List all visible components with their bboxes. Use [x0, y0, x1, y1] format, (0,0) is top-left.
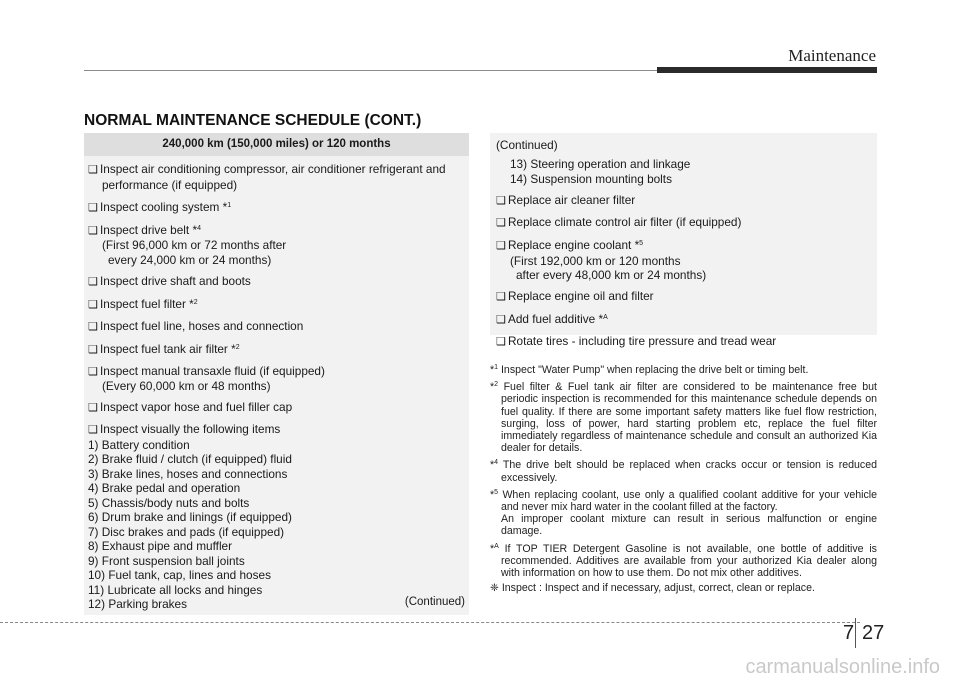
list-item: ❑ Rotate tires - including tire pressure and tread wear [496, 334, 777, 348]
footnote: *$^A$ If TOP TIER Detergent Gasoline is not available, one bottle of additive is recommended. Additives are available from your authorized Kia dealer along with information on how to use them. Do not mix other additives. [490, 542, 877, 580]
list-item: ❑ Inspect fuel filter *$^2$ [88, 296, 198, 311]
schedule-interval-heading: 240,000 km (150,000 miles) or 120 months [84, 133, 469, 156]
footer-rule [0, 622, 860, 623]
list-item: 13) Steering operation and linkage [510, 157, 691, 171]
checkbox-icon: ❑ [496, 336, 506, 348]
header-rule-bar [657, 67, 877, 73]
list-item: ❑ Inspect drive shaft and boots [88, 273, 251, 288]
checkbox-icon: ❑ [88, 224, 98, 237]
list-item: 3) Brake lines, hoses and connections [88, 466, 288, 481]
page-section-number: 7 [843, 622, 855, 644]
list-item: ❑ Add fuel additive *$^A$ [496, 312, 608, 326]
footnotes [490, 362, 877, 597]
footnote: *$^4$ The drive belt should be replaced when cracks occur or tension is reduced excessively. [490, 459, 877, 484]
checkbox-icon: ❑ [88, 424, 98, 436]
list-item: 12) Parking brakes [88, 597, 188, 611]
chapter-title: Maintenance [788, 46, 876, 65]
list-item: 10) Fuel tank, cap, lines and hoses [88, 568, 271, 582]
list-item: ❑ Replace engine coolant *$^5$ (First 192,000 km or 120 months after every 48,000 km or 24 months) [496, 238, 707, 282]
footnote: ❈ Inspect : Inspect and if necessary, adjust, correct, clean or replace. [490, 582, 815, 595]
page-number: 27 [862, 622, 885, 644]
checkbox-icon: ❑ [88, 298, 98, 311]
checkbox-icon: ❑ [496, 314, 506, 326]
list-item: ❑ Inspect fuel tank air filter *$^2$ [88, 341, 240, 356]
checkbox-icon: ❑ [496, 291, 506, 303]
list-item: 9) Front suspension ball joints [88, 553, 245, 568]
section-title: NORMAL MAINTENANCE SCHEDULE (CONT.) [84, 112, 422, 129]
list-item: ❑ Inspect drive belt *$^4$ (First 96,000 km or 72 months after every 24,000 km or 24 months) [88, 222, 287, 267]
visual-inspection-list [88, 438, 466, 612]
checkbox-icon: ❑ [496, 217, 506, 229]
continued-label: (Continued) [496, 138, 558, 152]
list-item: 5) Chassis/body nuts and bolts [88, 495, 250, 510]
list-item: ❑ Inspect vapor hose and fuel filler cap [88, 400, 293, 414]
list-item: ❑ Inspect fuel line, hoses and connection [88, 318, 304, 333]
list-item: 8) Exhaust pipe and muffler [88, 539, 233, 553]
header-rule [84, 70, 657, 71]
footnote: *$^2$ Fuel filter & Fuel tank air filter are considered to be maintenance free but periodic inspection is recommended for this maintenance schedule depends on fuel quality. If there are some important safety matters like fuel flow restriction, surging, loss of power, hard starting problem etc, replace the fuel filter immediately regardless of maintenance schedule and consult an authorized Kia dealer for details. [490, 381, 878, 455]
schedule-panel-right [490, 133, 877, 348]
checkbox-icon: ❑ [88, 164, 98, 176]
list-item: 7) Disc brakes and pads (if equipped) [88, 524, 285, 539]
checkbox-icon: ❑ [88, 320, 98, 333]
checkbox-icon: ❑ [88, 402, 98, 414]
watermark: carmanualsonline.info [745, 656, 940, 678]
checkbox-icon: ❑ [496, 195, 506, 207]
list-item: ❑ Replace engine oil and filter [496, 289, 654, 303]
checkbox-icon: ❑ [88, 201, 98, 214]
checkbox-icon: ❑ [88, 365, 98, 378]
list-item: 2) Brake fluid / clutch (if equipped) fluid [88, 452, 292, 466]
footnote: *$^1$ Inspect "Water Pump" when replacing the drive belt or timing belt. [490, 364, 809, 376]
left-item-list [88, 162, 466, 618]
list-item: 11) Lubricate all locks and hinges [88, 582, 263, 597]
list-item: ❑ Inspect air conditioning compressor, air conditioner refrigerant and performance (if equipped) [88, 162, 446, 192]
list-item: 4) Brake pedal and operation [88, 481, 241, 495]
visual-inspection-list-continued [510, 157, 690, 187]
page-number-divider [855, 618, 856, 648]
list-item: 14) Suspension mounting bolts [510, 172, 672, 186]
list-item: 6) Drum brake and linings (if equipped) [88, 510, 292, 524]
footnote: *$^5$ When replacing coolant, use only a qualified coolant additive for your vehicle and never mix hard water in the coolant filled at the factory. An improper coolant mixture can result in serious malfunction or engine damage. [490, 488, 878, 538]
list-item: 1) Battery condition [88, 437, 190, 452]
list-item: ❑ Replace climate control air filter (if equipped) [496, 215, 742, 229]
list-item: ❑ Inspect manual transaxle fluid (if equipped) (Every 60,000 km or 48 months) [88, 363, 325, 393]
list-item: ❑ Inspect cooling system *$^1$ [88, 199, 232, 214]
checkbox-icon: ❑ [88, 275, 98, 288]
list-item: ❑ Inspect visually the following items 1) Battery condition 2) Brake fluid / clutch (if equipped) fluid 3) Brake lines, hoses and connections 4) Brake pedal and operation 5) Chassis/body nuts and bolts 6) Drum brake and linings (if equipped) 7) Disc brakes and pads (if equipped) 8) Exhaust pipe and muffler 9) Front suspension ball joints 10) Fuel tank, cap, lines and hoses 11) Lubricate all locks and hinges 12) Parking brakes [88, 422, 466, 612]
continued-label: (Continued) [404, 596, 465, 608]
list-item: ❑ Replace air cleaner filter [496, 193, 636, 207]
right-item-list [496, 193, 874, 356]
schedule-panel-left [84, 133, 469, 615]
checkbox-icon: ❑ [496, 240, 506, 252]
checkbox-icon: ❑ [88, 343, 98, 356]
